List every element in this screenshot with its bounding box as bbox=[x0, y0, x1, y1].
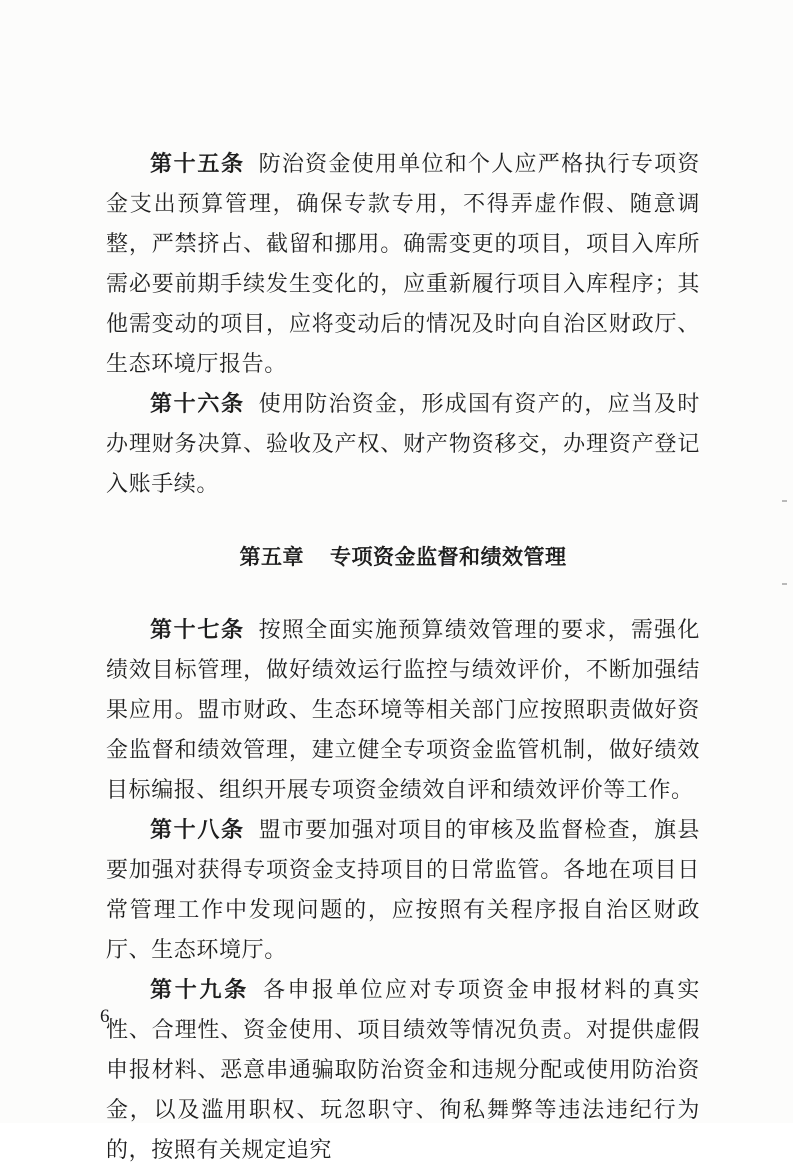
article-16-label: 第十六条 bbox=[150, 392, 245, 417]
article-16 bbox=[106, 385, 700, 505]
article-19-label: 第十九条 bbox=[150, 978, 250, 1003]
article-16-text: 使用防治资金，形成国有资产的，应当及时办理财务决算、验收及产权、财产物资移交，办理资产登记入账手续。 bbox=[106, 392, 700, 497]
article-17 bbox=[106, 611, 700, 811]
article-18 bbox=[106, 811, 700, 971]
document-body bbox=[106, 145, 700, 1171]
article-17-text: 按照全面实施预算绩效管理的要求，需强化绩效目标管理，做好绩效运行监控与绩效评价，不断加强结果应用。盟市财政、生态环境等相关部门应按照职责做好资金监督和绩效管理，建立健全专项资金监管机制，做好绩效目标编报、组织开展专项资金绩效自评和绩效评价等工作。 bbox=[106, 618, 700, 803]
page-number: 6 bbox=[100, 1006, 110, 1027]
scan-edge-mark bbox=[782, 583, 787, 585]
article-18-text: 盟市要加强对项目的审核及监督检查，旗县要加强对获得专项资金支持项目的日常监管。各地在项目日常管理工作中发现问题的，应按照有关程序报自治区财政厅、生态环境厅。 bbox=[106, 818, 700, 963]
article-15 bbox=[106, 145, 700, 385]
scan-edge-mark bbox=[782, 500, 787, 502]
article-18-label: 第十八条 bbox=[150, 818, 245, 843]
chapter-title: 专项资金监督和绩效管理 bbox=[330, 545, 567, 569]
article-19-text: 各申报单位应对专项资金申报材料的真实性、合理性、资金使用、项目绩效等情况负责。对提供虚假申报材料、恶意串通骗取防治资金和违规分配或使用防治资金，以及滥用职权、玩忽职守、徇私舞弊等违法违纪行为的，按照有关规定追究 bbox=[106, 978, 700, 1163]
article-19 bbox=[106, 971, 700, 1171]
chapter-number: 第五章 bbox=[239, 545, 304, 569]
chapter-heading bbox=[106, 541, 700, 571]
article-15-label: 第十五条 bbox=[150, 152, 245, 177]
article-17-label: 第十七条 bbox=[150, 618, 245, 643]
article-15-text: 防治资金使用单位和个人应严格执行专项资金支出预算管理，确保专款专用，不得弄虚作假、随意调整，严禁挤占、截留和挪用。确需变更的项目，项目入库所需必要前期手续发生变化的，应重新履行项目入库程序；其他需变动的项目，应将变动后的情况及时向自治区财政厅、生态环境厅报告。 bbox=[106, 152, 700, 377]
